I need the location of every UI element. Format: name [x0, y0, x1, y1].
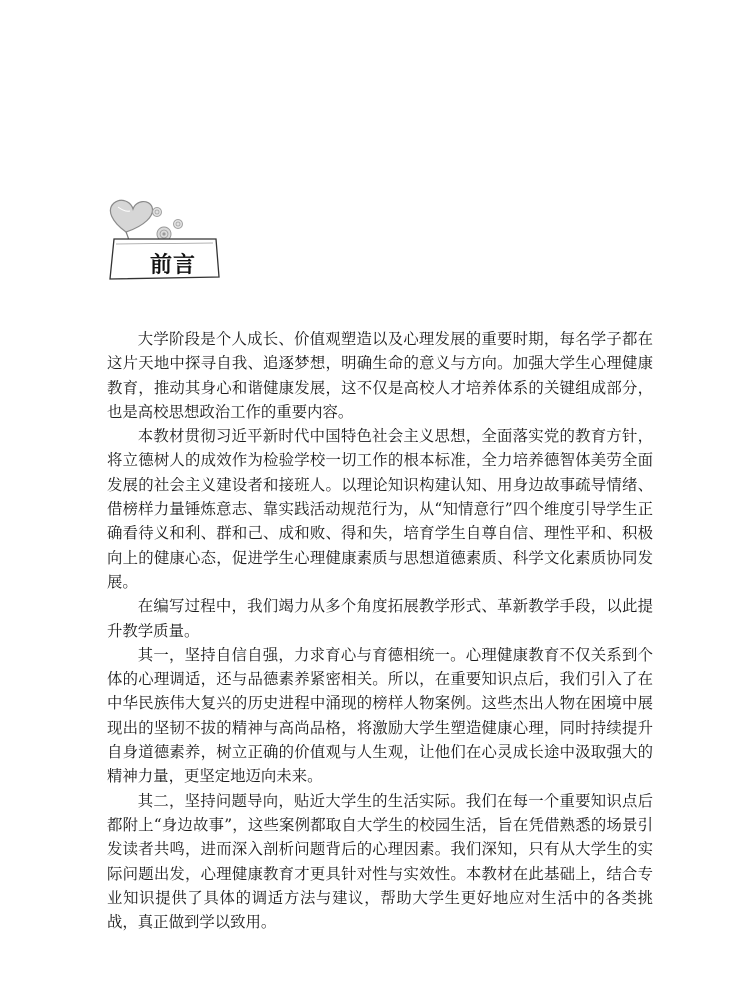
preface-heading: [104, 196, 244, 286]
preface-body: [107, 327, 653, 934]
paragraph: 其二，坚持问题导向，贴近大学生的生活实际。我们在每一个重要知识点后都附上“身边故事”，这些案例都取自大学生的校园生活，旨在凭借熟悉的场景引发读者共鸣，进而深入剖析问题背后的心理因素。我们深知，只有从大学生的实际问题出发，心理健康教育才更具针对性与实效性。本教材在此基础上，结合专业知识提供了具体的调适方法与建议，帮助大学生更好地应对生活中的各类挑战，真正做到学以致用。: [107, 791, 653, 932]
paragraph: 本教材贯彻习近平新时代中国特色社会主义思想，全面落实党的教育方针，将立德树人的成效作为检验学校一切工作的根本标准，全力培养德智体美劳全面发展的社会主义建设者和接班人。以理论知识构建认知、用身边故事疏导情绪、借榜样力量锤炼意志、靠实践活动规范行为，从“知情意行”四个维度引导学生正确看待义和利、群和己、成和败、得和失，培育学生自尊自信、理性平和、积极向上的健康心态，促进学生心理健康素质与思想道德素质、科学文化素质协同发展。: [107, 427, 653, 591]
paragraph: 大学阶段是个人成长、价值观塑造以及心理发展的重要时期，每名学子都在这片天地中探寻自我、追逐梦想，明确生命的意义与方向。加强大学生心理健康教育，推动其身心和谐健康发展，这不仅是高校人才培养体系的关键组成部分，也是高校思想政治工作的重要内容。: [107, 330, 653, 421]
paragraph: 在编写过程中，我们竭力从多个角度拓展教学形式、革新教学手段，以此提升教学质量。: [107, 597, 653, 640]
page-title: 前言: [150, 252, 197, 278]
paragraph: 其一，坚持自信自强，力求育心与育德相统一。心理健康教育不仅关系到个体的心理调适，还与品德素养紧密相关。所以，在重要知识点后，我们引入了在中华民族伟大复兴的历史进程中涌现的榜样人物案例。这些杰出人物在困境中展现出的坚韧不拔的精神与高尚品格，将激励大学生塑造健康心理，同时持续提升自身道德素养，树立正确的价值观与人生观，让他们在心灵成长途中汲取强大的精神力量，更坚定地迈向未来。: [107, 645, 653, 786]
